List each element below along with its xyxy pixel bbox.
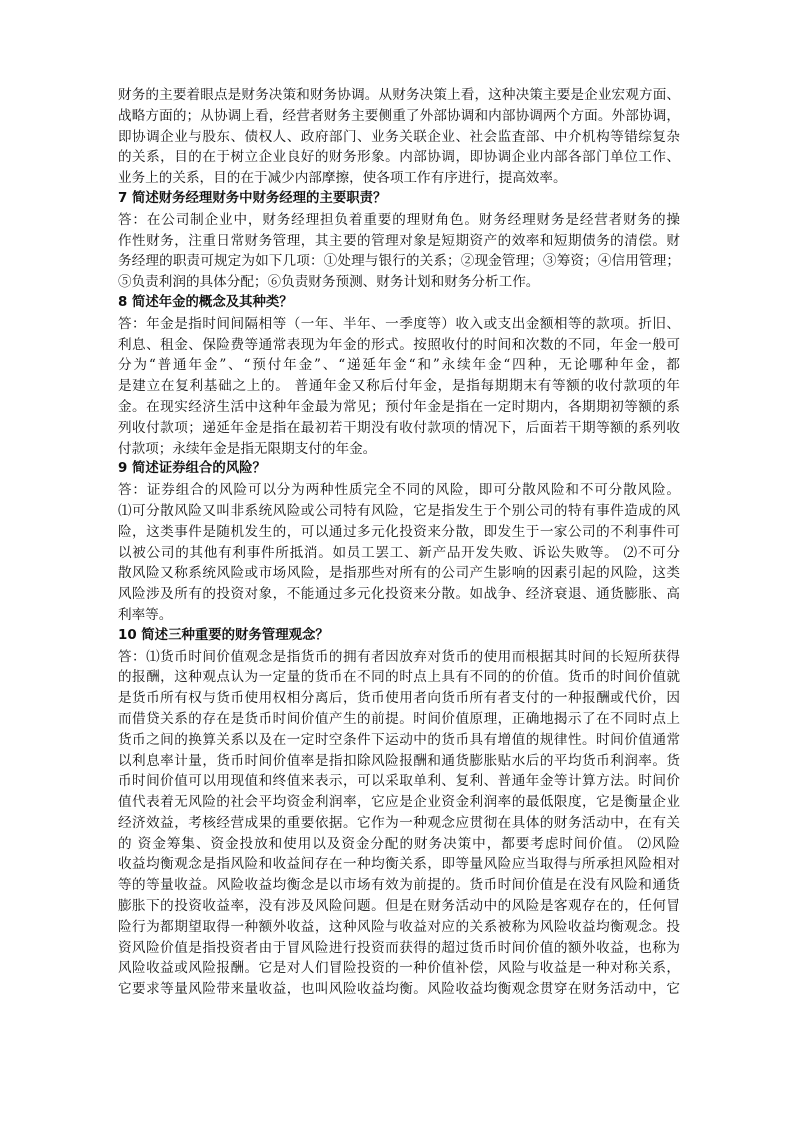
paragraph-line: 货币之间的换算关系以及在一定时空条件下运动中的货币具有增值的规律性。时间价值通常: [118, 731, 680, 748]
paragraph-line: 险行为都期望取得一种额外收益，这种风险与收益对应的关系被称为风险收益均衡观念。投: [118, 918, 680, 935]
question-heading: 10 简述三种重要的财务管理观念？: [118, 627, 329, 643]
paragraph-line: 等的等量收益。风险收益均衡念是以市场有效为前提的。货币时间价值是在没有风险和通货: [118, 877, 680, 894]
paragraph-line: 是建立在复利基础之上的。 普通年金又称后付年金，是指每期期末有等额的收付款项的年: [118, 378, 680, 395]
paragraph-line: 值代表着无风险的社会平均资金利润率，它应是企业资金利润率的最低限度，它是衡量企业: [118, 794, 680, 811]
paragraph-line: 以被公司的其他有利事件所抵消。如员工罢工、新产品开发失败、诉讼失败等。 ⑵不可分: [118, 544, 680, 561]
document-page: [118, 85, 680, 1000]
paragraph-line: 列收付款项；递延年金是指在最初若干期没有收付款项的情况下，后面若干期等额的系列收: [118, 419, 680, 436]
paragraph-line: 答：证券组合的风险可以分为两种性质完全不同的风险，即可分散风险和不可分散风险。: [118, 482, 680, 499]
question-heading: 8 简述年金的概念及其种类？: [118, 294, 293, 310]
question-heading: 7 简述财务经理财务中财务经理的主要职责？: [118, 190, 387, 206]
paragraph-line: 务经理的职责可规定为如下几项：①处理与银行的关系；②现金管理；③筹资；④信用管理；: [118, 253, 680, 270]
paragraph-line: 它要求等量风险带来量收益，也叫风险收益均衡。风险收益均衡观念贯穿在财务活动中，它: [118, 981, 680, 998]
paragraph-line: 业务上的关系，目的在于减少内部摩擦，使各项工作有序进行，提高效率。: [118, 170, 567, 187]
paragraph-line: 作性财务，注重日常财务管理，其主要的管理对象是短期资产的效率和短期债务的清偿。财: [118, 232, 680, 249]
paragraph-line: 收益均衡观念是指风险和收益间存在一种均衡关系，即等量风险应当取得与所承担风险相对: [118, 856, 680, 873]
paragraph-line: 资风险价值是指投资者由于冒风险进行投资而获得的超过货币时间价值的额外收益，也称为: [118, 939, 680, 956]
paragraph-line: 答：⑴货币时间价值观念是指货币的拥有者因放弃对货币的使用而根据其时间的长短所获得: [118, 648, 680, 665]
paragraph-line: 答：年金是指时间间隔相等（一年、半年、一季度等）收入或支出金额相等的款项。折旧、: [118, 315, 680, 332]
paragraph-line: 币时间价值可以用现值和终值来表示，可以采取单利、复利、普通年金等计算方法。时间价: [118, 773, 680, 790]
paragraph-line: 的 资金筹集、资金投放和使用以及资金分配的财务决策中，都要考虑时间价值。 ⑵风险: [118, 835, 680, 852]
paragraph-line: 膨胀下的投资收益率，没有涉及风险问题。但是在财务活动中的风险是客观存在的，任何冒: [118, 898, 680, 915]
paragraph-line: 利率等。: [118, 606, 173, 623]
paragraph-line: 风险收益或风险报酬。它是对人们冒险投资的一种价值补偿，风险与收益是一种对称关系，: [118, 960, 680, 977]
paragraph-line: 是货币所有权与货币使用权相分离后，货币使用者向货币所有者支付的一种报酬或代价，因: [118, 690, 680, 707]
paragraph-line: 分为“普通年金”、“预付年金”、“递延年金“和”永续年金“四种，无论哪种年金，都: [118, 357, 680, 374]
paragraph-line: 风险涉及所有的投资对象，不能通过多元化投资来分散。如战争、经济衰退、通货膨胀、高: [118, 586, 680, 603]
paragraph-line: 经济效益，考核经营成果的重要依据。它作为一种观念应贯彻在具体的财务活动中，在有关: [118, 814, 680, 831]
question-heading: 9 简述证券组合的风险？: [118, 461, 266, 477]
paragraph-line: 付款项；永续年金是指无限期支付的年金。: [118, 440, 377, 457]
paragraph-line: 答：在公司制企业中，财务经理担负着重要的理财角色。财务经理财务是经营者财务的操: [118, 211, 680, 228]
paragraph-line: 战略方面的；从协调上看，经营者财务主要侧重了外部协调和内部协调两个方面。外部协调，: [118, 107, 680, 124]
paragraph-line: 财务的主要着眼点是财务决策和财务协调。从财务决策上看，这种决策主要是企业宏观方面、: [118, 87, 680, 103]
paragraph-line: 以利息率计量，货币时间价值率是指扣除风险报酬和通货膨胀贴水后的平均货币利润率。货: [118, 752, 680, 769]
paragraph-line: 的关系，目的在于树立企业良好的财务形象。内部协调，即协调企业内部各部门单位工作、: [118, 149, 680, 166]
paragraph-line: ⑴可分散风险又叫非系统风险或公司特有风险，它是指发生于个别公司的特有事件造成的风: [118, 502, 680, 519]
paragraph-line: 即协调企业与股东、债权人、政府部门、业务关联企业、社会监査部、中介机构等错综复杂: [118, 128, 680, 145]
paragraph-line: 险，这类事件是随机发生的，可以通过多元化投资来分散，即发生于一家公司的不利事件可: [118, 523, 680, 540]
paragraph-line: 而借贷关系的存在是货币时间价值产生的前提。时间价值原理，正确地揭示了在不同时点上: [118, 710, 680, 727]
paragraph-line: 利息、租金、保险费等通常表现为年金的形式。按照收付的时间和次数的不同，年金一般可: [118, 336, 680, 353]
paragraph-line: 金。在现实经济生活中这种年金最为常见；预付年金是指在一定时期内，各期期初等额的系: [118, 398, 680, 415]
paragraph-line: ⑤负责利润的具体分配；⑥负责财务预测、财务计划和财务分析工作。: [118, 274, 540, 291]
paragraph-line: 散风险又称系统风险或市场风险，是指那些对所有的公司产生影响的因素引起的风险，这类: [118, 565, 680, 582]
paragraph-line: 的报酬，这种观点认为一定量的货币在不同的时点上具有不同的的价值。货币的时间价值就: [118, 669, 680, 686]
